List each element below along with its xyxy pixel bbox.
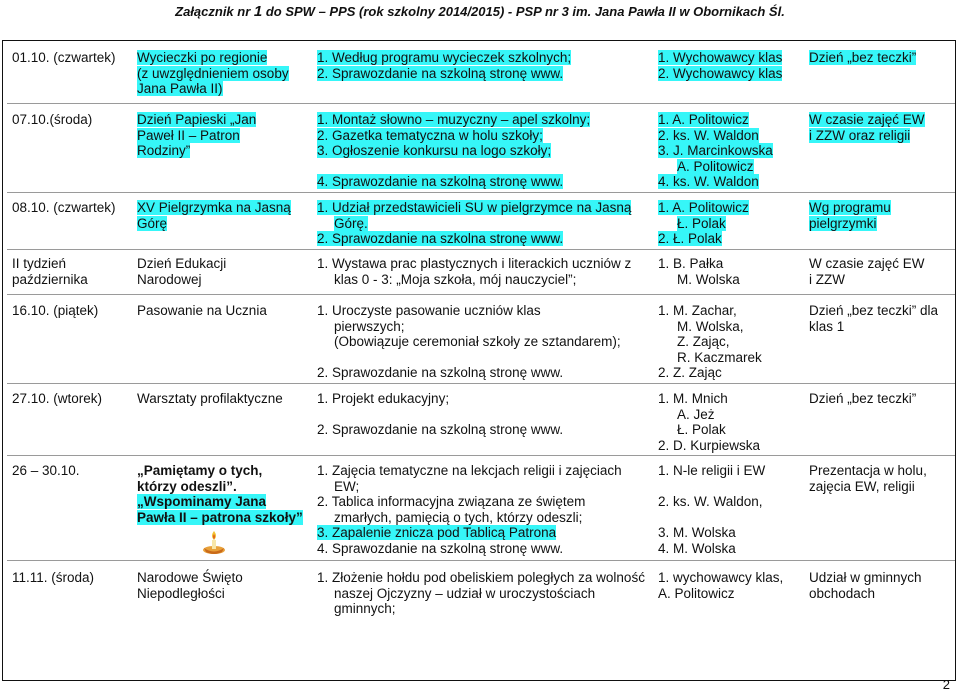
event-cell [137,112,307,159]
cell-line: EW; [334,478,360,494]
page-number: 2 [942,677,950,692]
cell-line: Narodowe Święto [137,570,243,585]
cell-line: 1. Według programu wycieczek szkolnych; [317,50,572,65]
tasks-cell [317,391,647,438]
event-cell [137,391,307,407]
cell-line: obchodach [809,585,876,601]
cell-line: 3. Ogłoszenie konkursu na logo szkoły; [317,143,552,158]
cell-line: 1. A. Politowicz [658,112,749,127]
cell-line: pierwszych; [334,318,405,334]
cell-line: 4. M. Wolska [658,540,736,556]
notes-cell [809,256,949,287]
header-text-b: 1 [253,3,263,20]
responsible-cell [658,570,793,601]
cell-line: A. Jeż [677,406,715,422]
cell-line: 2. D. Kurpiewska [658,437,761,453]
row-separator [7,294,955,295]
notes-cell [809,303,949,334]
cell-line: Górę. [334,215,368,231]
row-separator [7,103,955,104]
cell-line: (Obowiązuje ceremoniał szkoły ze sztandarem); [334,334,621,349]
cell-line: 1. Wychowawcy klas [658,50,783,65]
cell-line: Dzień Papieski „Jan [137,112,257,127]
row-separator [7,560,955,561]
cell-line: 26 – 30.10. [12,463,80,478]
cell-line: 1. B. Pałka [658,256,724,271]
cell-line: pielgrzymki [809,215,877,231]
schedule-table [2,40,956,681]
cell-line: 2. Sprawozdanie na szkolna stronę www. [317,231,564,246]
cell-line: 1. Zajęcia tematyczne na lekcjach religii i zajęciach [317,463,622,478]
cell-line: II tydzień [12,256,67,271]
cell-line: W czasie zajęć EW [809,256,925,271]
cell-line [317,350,647,366]
cell-line: Jana Pawła II) [137,81,223,96]
header-text-a: Załącznik nr [175,4,254,19]
cell-line: Pawła II – patrona szkoły” [137,509,303,525]
cell-line: października [12,271,88,287]
cell-line: naszej Ojczyzny – udział w uroczystościach [334,585,596,601]
responsible-cell [658,200,793,247]
tasks-cell [317,256,647,287]
event-cell [137,303,307,319]
document-header [0,3,960,20]
cell-line: Dzień „bez teczki” dla [809,303,939,318]
date-cell [12,50,122,66]
tasks-cell [317,50,647,81]
cell-line: 2. ks. W. Waldon [658,127,759,143]
cell-line: Niepodległości [137,585,225,601]
cell-line: Paweł II – Patron [137,127,240,143]
cell-line: M. Wolska, [677,318,744,334]
cell-line: którzy odeszli”. [137,478,237,494]
row-separator [7,249,955,250]
date-cell [12,570,122,586]
cell-line: 3. Zapalenie znicza pod Tablicą Patrona [317,525,557,540]
notes-cell [809,391,949,407]
cell-line: A. Politowicz [677,158,754,174]
cell-line: Prezentacja w holu, [809,463,927,478]
cell-line: Warsztaty profilaktyczne [137,391,283,406]
responsible-cell [658,391,793,453]
cell-line: 1. M. Mnich [658,391,728,406]
date-cell [12,303,122,319]
cell-line: Narodowej [137,271,202,287]
cell-line: 1. M. Zachar, [658,303,737,318]
cell-line: 4. ks. W. Waldon [658,174,759,189]
cell-line: 08.10. (czwartek) [12,200,116,215]
cell-line: klas 1 [809,318,845,334]
cell-line: Wg programu [809,200,891,215]
notes-cell [809,50,949,66]
event-cell [137,256,307,287]
cell-line: 1. Złożenie hołdu pod obeliskiem poległych za wolność [317,570,645,585]
notes-cell [809,570,949,601]
cell-line: Dzień „bez teczki” [809,391,917,406]
responsible-cell [658,50,793,81]
cell-line [658,510,793,526]
cell-line: 2. ks. W. Waldon, [658,494,763,509]
cell-line: 1. Uroczyste pasowanie uczniów klas [317,303,541,318]
cell-line: M. Wolska [677,271,740,287]
cell-line [658,479,793,495]
cell-line: 1. Udział przedstawicieli SU w pielgrzymce na Jasną [317,200,632,215]
tasks-cell [317,570,647,617]
cell-line: 1. N-le religii i EW [658,463,766,478]
cell-line: (z uwzględnieniem osoby [137,65,289,81]
cell-line: 2. Gazetka tematyczna w holu szkoły; [317,127,543,143]
cell-line: XV Pielgrzymka na Jasną [137,200,291,215]
cell-line [317,159,647,175]
tasks-cell [317,112,647,190]
event-cell [137,570,307,601]
row-separator [7,383,955,384]
cell-line: W czasie zajęć EW [809,112,925,127]
event-cell [137,50,307,97]
cell-line: 2. Tablica informacyjna związana ze świętem [317,494,586,509]
cell-line: 2. Z. Zając [658,365,722,380]
cell-line: 4. Sprawozdanie na szkolną stronę www. [317,540,564,556]
tasks-cell [317,463,647,556]
responsible-cell [658,112,793,190]
cell-line: 27.10. (wtorek) [12,391,103,406]
cell-line: 2. Sprawozdanie na szkolną stronę www. [317,365,564,380]
cell-line: 3. J. Marcinkowska [658,143,773,158]
cell-line: 3. M. Wolska [658,525,736,540]
tasks-cell [317,200,647,247]
responsible-cell [658,256,793,287]
event-cell [137,463,307,525]
date-cell [12,200,122,216]
header-text-c: do SPW – PPS (rok szkolny 2014/2015) - PSP nr 3 im. Jana Pawła II w Obornikach Śl. [262,4,785,19]
date-cell [12,463,122,479]
date-cell [12,112,122,128]
candle-icon [200,528,228,556]
cell-line: Wycieczki po regionie [137,50,268,65]
cell-line: 2. Sprawozdanie na szkolną stronę www. [317,422,564,437]
cell-line: Dzień „bez teczki” [809,50,917,65]
cell-line: 4. Sprawozdanie na szkolną stronę www. [317,174,564,189]
cell-line: Z. Zając, [677,334,730,349]
cell-line: Ł. Polak [677,422,726,437]
cell-line: R. Kaczmarek [677,349,762,365]
cell-line: zmarłych, pamięcią o tych, którzy odeszli; [334,509,583,525]
notes-cell [809,463,949,494]
cell-line: 01.10. (czwartek) [12,50,116,65]
cell-line: „Pamiętamy o tych, [137,463,263,478]
notes-cell [809,112,949,143]
cell-line: „Wspominamy Jana [137,494,267,509]
row-separator [7,192,955,193]
cell-line: 11.11. (środa) [12,570,95,585]
cell-line: Rodziny” [137,143,191,158]
cell-line: 2. Ł. Polak [658,231,722,246]
cell-line: 1. wychowawcy klas, [658,570,784,585]
row-separator [7,455,955,456]
cell-line: Pasowanie na Ucznia [137,303,267,318]
cell-line: 07.10.(środa) [12,112,93,127]
responsible-cell [658,303,793,381]
tasks-cell [317,303,647,381]
cell-line: A. Politowicz [658,585,735,601]
date-cell [12,256,122,287]
cell-line: 1. Projekt edukacyjny; [317,391,450,406]
cell-line [317,407,647,423]
cell-line: zajęcia EW, religii [809,478,915,494]
cell-line: klas 0 - 3: „Moja szkoła, mój nauczyciel”; [334,271,577,287]
cell-line: gminnych; [334,601,396,616]
cell-line: 1. A. Politowicz [658,200,749,215]
cell-line: Udział w gminnych [809,570,922,585]
cell-line: 1. Montaż słowno – muzyczny – apel szkolny; [317,112,591,127]
responsible-cell [658,463,793,556]
date-cell [12,391,122,407]
cell-line: Ł. Polak [677,215,726,231]
cell-line: Górę [137,215,168,231]
notes-cell [809,200,949,231]
cell-line: 2. Wychowawcy klas [658,65,783,81]
cell-line: Dzień Edukacji [137,256,227,271]
cell-line: i ZZW oraz religii [809,127,911,143]
event-cell [137,200,307,231]
cell-line: i ZZW [809,271,845,287]
cell-line: 2. Sprawozdanie na szkolną stronę www. [317,65,564,81]
cell-line: 16.10. (piątek) [12,303,99,318]
cell-line: 1. Wystawa prac plastycznych i literackich uczniów z [317,256,632,271]
